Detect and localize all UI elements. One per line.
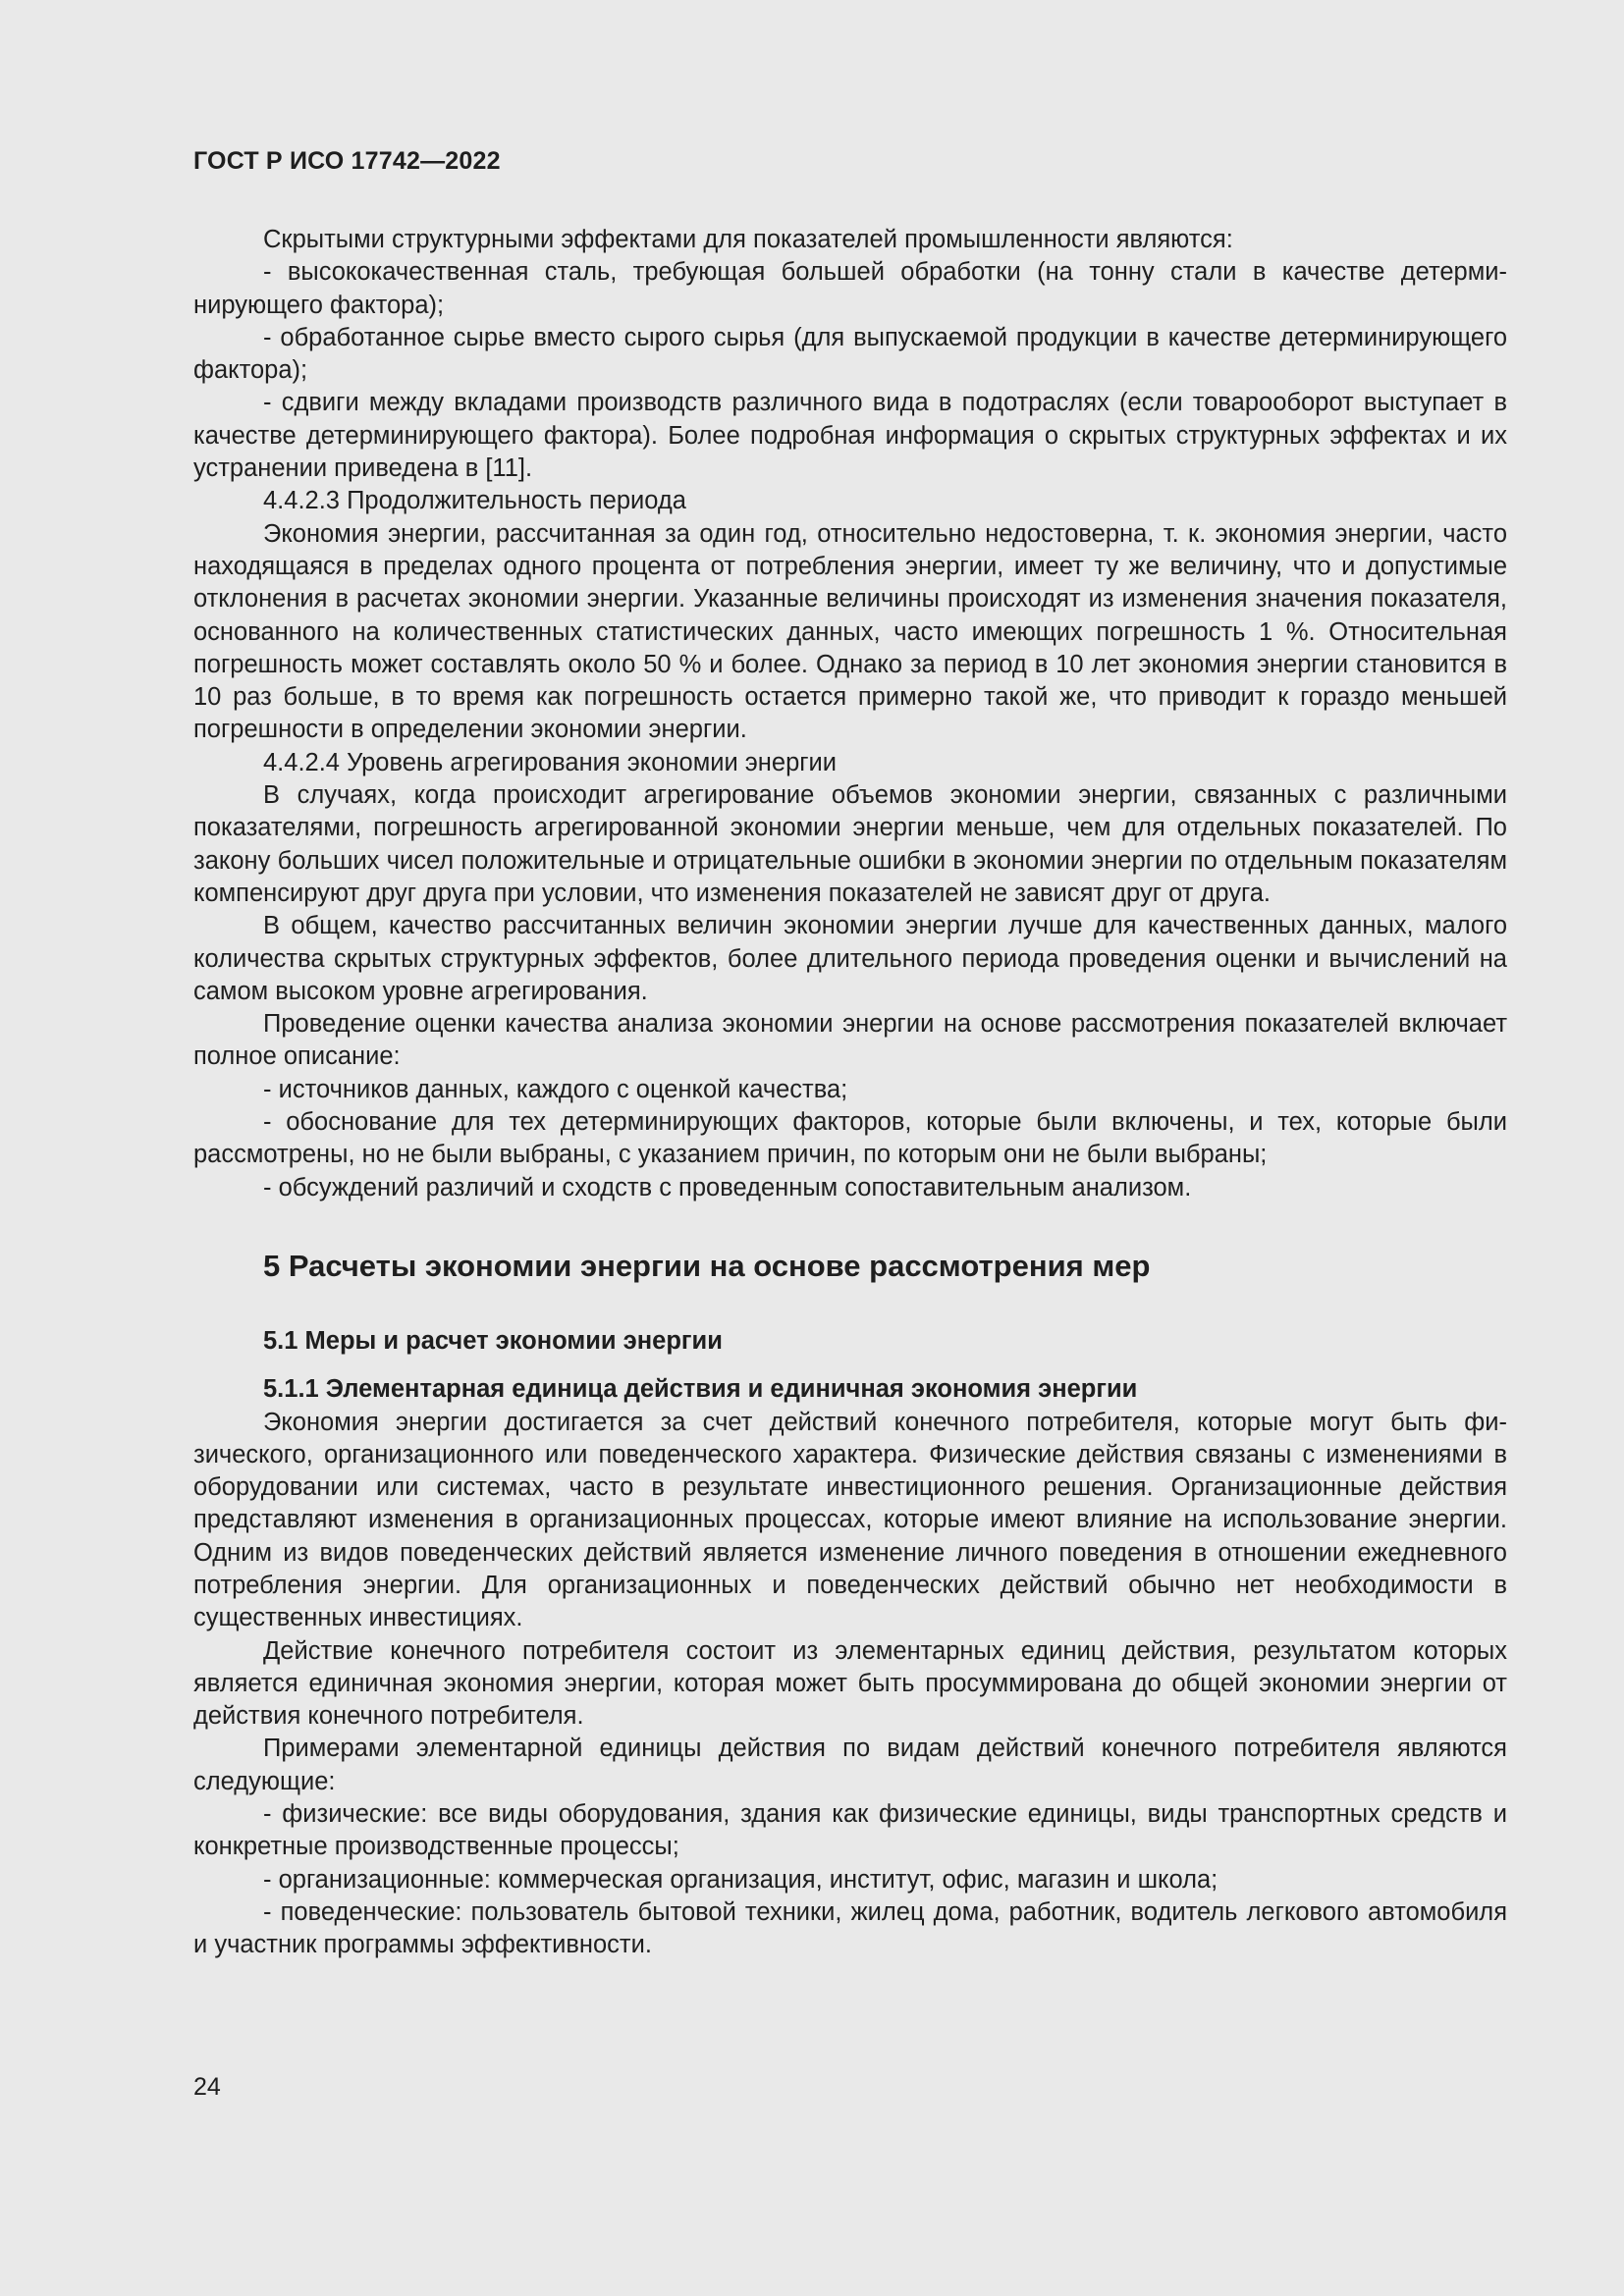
list-item: - организационные: коммерческая организация, институт, офис, магазин и школа; [263,1865,1218,1894]
list-item: - сдвиги между вкладами производств различного вида в подотраслях (если товарооборот выступает в качестве детерминирующего фактора). Более подробная информация о скрытых структурных эффектах и их устранении приведена в [11]. [193,389,1507,483]
paragraph: Примерами элементарной единицы действия по видам действий конечного потребителя являются следующие: [193,1735,1507,1795]
list-item: - источников данных, каждого с оценкой качества; [263,1075,848,1103]
paragraph: Экономия энергии, рассчитанная за один год, относительно недостоверна, т. к. экономия энергии, часто находящаяся в пределах одного процента от потребления энергии, имеет ту же величину, что и допустимые отклонения в расчетах экономии энергии. Указанные величины происходят из изменения значения показателя, основанного на количественных статистических данных, часто имеющих погрешность 1 %. Относительная погрешность может составлять около 50 % и более. Однако за период в 10 лет экономия энергии становится в 10 раз больше, в то время как погрешность остается примерно такой же, что приводит к гораздо меньшей погрешности в определении экономии энергии. [193,519,1507,744]
paragraph: Проведение оценки качества анализа экономии энергии на основе рассмотрения показателей включает полное описание: [193,1010,1507,1071]
clause-heading: 4.4.2.4 Уровень агрегирования экономии энергии [263,748,838,776]
document-header: ГОСТ Р ИСО 17742—2022 [193,147,501,175]
paragraph: Действие конечного потребителя состоит из элементарных единиц действия, результатом которых является единичная экономия энергии, которая может быть просуммирована до общей экономии энергии от действия конечного потребителя. [193,1636,1507,1731]
paragraph: Экономия энергии достигается за счет действий конечного потребителя, которые могут быть физического, организационного или поведенческого характера. Физические действия связаны с изменениями в оборудовании или системах, часто в результате инвестиционного решения. Организационные действия представляют изменения в организационных процессах, которые имеют влияние на использование энергии. Одним из видов поведенческих действий является изменение личного поведения в отношении ежедневного потребления энергии. Для организационных и поведенческих действий обычно нет необходимости в существенных инвестициях. [193,1408,1507,1632]
page-number: 24 [193,2073,221,2101]
list-item: - обсуждений различий и сходств с проведенным сопоставительным анализом. [263,1173,1192,1201]
document-body [193,224,1507,1962]
subsubsection-heading: 5.1.1 Элементарная единица действия и единичная экономия энергии [263,1375,1138,1404]
paragraph: Скрытыми структурными эффектами для показателей промышленности являются: [263,226,1233,253]
paragraph: В общем, качество рассчитанных величин экономии энергии лучше для качественных данных, малого количества скрытых структурных эффектов, более длительного периода проведения оценки и вычислений на самом высоком уровне агрегирования. [193,912,1507,1005]
list-item: - высококачественная сталь, требующая большей обработки (на тонну стали в качестве детерминирующего фактора); [193,258,1507,319]
list-item: - обоснование для тех детерминирующих факторов, которые были включены, и тех, которые были рассмотрены, но не были выбраны, с указанием причин, по которым они не были выбраны; [193,1108,1507,1169]
list-item: - поведенческие: пользователь бытовой техники, жилец дома, работник, водитель легкового автомобиля и участник программы эффективности. [193,1897,1507,1959]
list-item: - физические: все виды оборудования, здания как физические единицы, виды транспортных средств и конкретные производственные процессы; [193,1800,1507,1861]
list-item: - обработанное сырье вместо сырого сырья (для выпускаемой продукции в качестве детерминирующего фактора); [193,323,1507,385]
subsection-heading: 5.1 Меры и расчет экономии энергии [263,1326,723,1355]
paragraph: В случаях, когда происходит агрегирование объемов экономии энергии, связанных с различными показателями, погрешность агрегированной экономии энергии меньше, чем для отдельных показателей. По закону больших чисел положительные и отрицательные ошибки в экономии энергии по отдельным показателям компенсируют друг друга при условии, что изменения показателей не зависят друг от друга. [193,781,1507,907]
section-heading: 5 Расчеты экономии энергии на основе рассмотрения мер [263,1248,1151,1283]
clause-heading: 4.4.2.3 Продолжительность периода [263,487,686,515]
